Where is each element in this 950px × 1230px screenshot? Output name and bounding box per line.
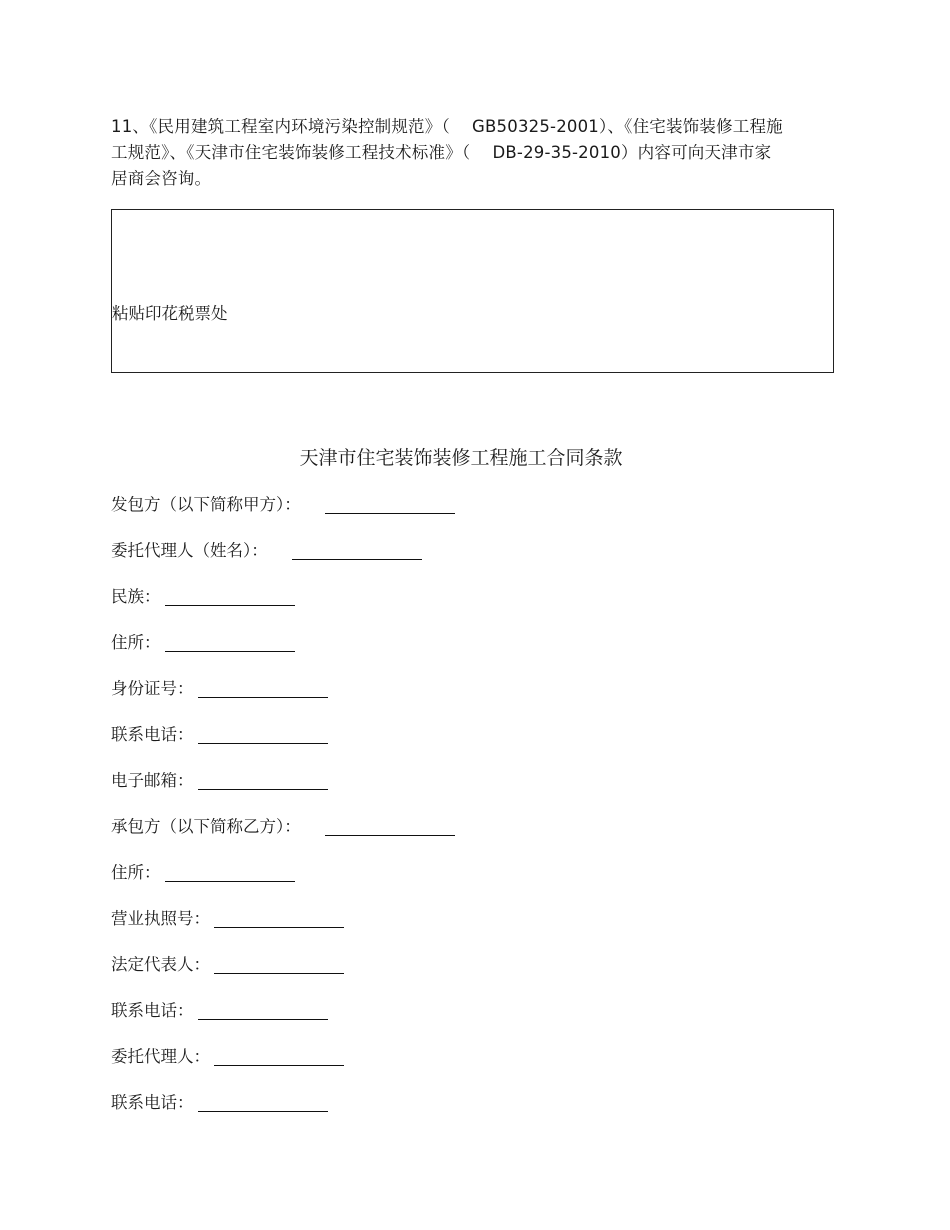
field-label: 民族： — [111, 587, 161, 606]
field-label: 委托代理人： — [111, 1047, 210, 1066]
blank-line[interactable] — [198, 1110, 328, 1112]
blank-line[interactable] — [198, 696, 328, 698]
regulation-note — [111, 114, 833, 192]
tax-stamp-box — [111, 209, 834, 373]
field-phone-c — [111, 1090, 328, 1114]
field-label: 住所： — [111, 633, 161, 652]
field-phone-b — [111, 998, 328, 1022]
field-email — [111, 768, 328, 792]
field-label: 联系电话： — [111, 725, 194, 744]
blank-line[interactable] — [198, 788, 328, 790]
note-line-1: 11、《民用建筑工程室内环境污染控制规范》（ GB50325-2001）、《住宅装饰装修工程施 — [111, 117, 783, 136]
field-id-number — [111, 676, 328, 700]
field-label: 联系电话： — [111, 1001, 194, 1020]
field-label: 住所： — [111, 863, 161, 882]
blank-line[interactable] — [214, 926, 344, 928]
blank-line[interactable] — [198, 742, 328, 744]
field-label: 营业执照号： — [111, 909, 210, 928]
field-legal-representative — [111, 952, 344, 976]
blank-line[interactable] — [325, 834, 455, 836]
field-label: 身份证号： — [111, 679, 194, 698]
blank-line[interactable] — [214, 1064, 344, 1066]
field-phone-a — [111, 722, 328, 746]
field-contractor — [111, 814, 455, 838]
blank-line[interactable] — [165, 604, 295, 606]
field-agent-b — [111, 1044, 344, 1068]
field-label: 电子邮箱： — [111, 771, 194, 790]
field-ethnicity — [111, 584, 295, 608]
field-agent-name — [111, 538, 422, 562]
blank-line[interactable] — [198, 1018, 328, 1020]
blank-line[interactable] — [292, 558, 422, 560]
blank-line[interactable] — [325, 512, 455, 514]
field-address-b — [111, 860, 295, 884]
field-label: 法定代表人： — [111, 955, 210, 974]
field-label: 发包方（以下简称甲方）： — [111, 495, 301, 514]
field-label: 联系电话： — [111, 1093, 194, 1112]
contract-title: 天津市住宅装饰装修工程施工合同条款 — [299, 447, 623, 469]
blank-line[interactable] — [165, 880, 295, 882]
field-employer — [111, 492, 455, 516]
field-business-license — [111, 906, 344, 930]
note-line-3: 居商会咨询。 — [111, 169, 212, 188]
blank-line[interactable] — [165, 650, 295, 652]
blank-line[interactable] — [214, 972, 344, 974]
note-line-2: 工规范》、《天津市住宅装饰装修工程技术标准》（ DB-29-35-2010）内容可向天津市家 — [111, 143, 772, 162]
field-address-a — [111, 630, 295, 654]
field-label: 承包方（以下简称乙方）： — [111, 817, 301, 836]
field-label: 委托代理人（姓名）： — [111, 541, 268, 560]
tax-stamp-label: 粘贴印花税票处 — [112, 304, 228, 323]
